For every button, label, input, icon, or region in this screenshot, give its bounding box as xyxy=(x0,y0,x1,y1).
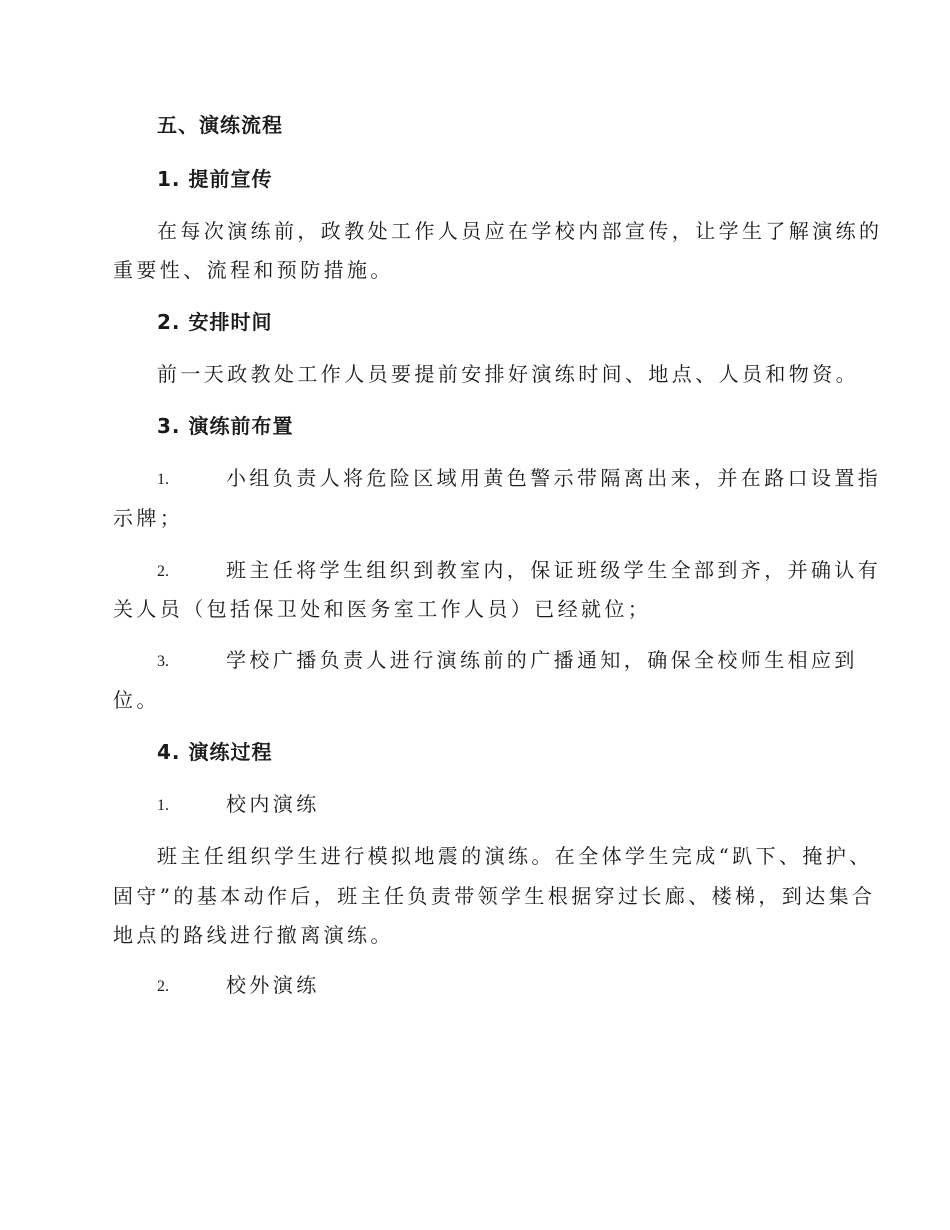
list-number: 1. xyxy=(157,471,169,488)
list-number: 2. xyxy=(157,563,169,580)
heading-preparation: 3. 演练前布置 xyxy=(157,414,294,438)
list-item-line: 班主任将学生组织到教室内，保证班级学生全部到齐，并确认有 xyxy=(226,558,882,582)
paragraph-line: 前一天政教处工作人员要提前安排好演练时间、地点、人员和物资。 xyxy=(157,362,859,386)
paragraph-line: 重要性、流程和预防措施。 xyxy=(113,258,394,282)
heading-schedule: 2. 安排时间 xyxy=(157,310,273,334)
list-item-line: 位。 xyxy=(113,688,160,712)
list-number: 3. xyxy=(157,653,169,670)
section-title: 五、演练流程 xyxy=(157,113,283,137)
list-number: 2. xyxy=(157,978,169,995)
list-item-line: 示牌； xyxy=(113,506,184,530)
list-item-line: 小组负责人将危险区域用黄色警示带隔离出来，并在路口设置指 xyxy=(226,466,882,490)
list-number: 1. xyxy=(157,797,169,814)
paragraph-line: 在每次演练前，政教处工作人员应在学校内部宣传，让学生了解演练的 xyxy=(157,219,883,243)
list-item-line: 关人员（包括保卫处和医务室工作人员）已经就位； xyxy=(113,597,652,621)
heading-drill-process: 4. 演练过程 xyxy=(157,740,273,764)
subheading-on-campus: 校内演练 xyxy=(226,792,320,816)
subheading-off-campus: 校外演练 xyxy=(226,973,320,997)
paragraph-line: 班主任组织学生进行模拟地震的演练。在全体学生完成“趴下、掩护、 xyxy=(157,844,873,868)
paragraph-line: 固守”的基本动作后，班主任负责带领学生根据穿过长廊、楼梯，到达集合 xyxy=(113,884,876,908)
paragraph-line: 地点的路线进行撤离演练。 xyxy=(113,923,394,947)
list-item-line: 学校广播负责人进行演练前的广播通知，确保全校师生相应到 xyxy=(226,648,858,672)
heading-publicity: 1. 提前宣传 xyxy=(157,167,273,191)
